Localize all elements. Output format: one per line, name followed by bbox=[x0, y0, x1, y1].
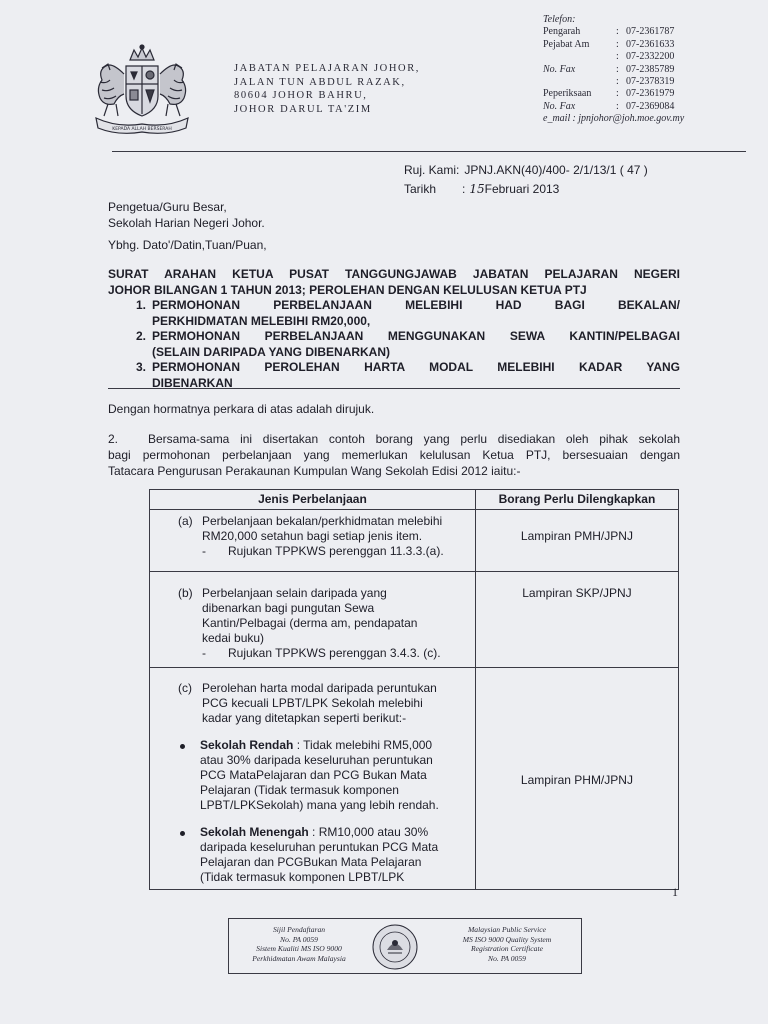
paragraph-2-line: bagi permohonan perbelanjaan yang memerlukan kelulusan Ketua PTJ, bersesuaian dengan bbox=[108, 448, 680, 462]
cell-line: dibenarkan bagi pungutan Sewa bbox=[202, 601, 375, 615]
subject-heading bbox=[108, 267, 680, 391]
contact-row: : 07-2332200 bbox=[543, 51, 765, 63]
crest-motto-text: KEPADA ALLAH BERSERAH bbox=[112, 127, 172, 132]
contact-row: Peperiksaan : 07-2361979 bbox=[543, 88, 675, 100]
contact-label: No. Fax bbox=[543, 63, 576, 75]
contact-row: : 07-2378319 bbox=[543, 76, 765, 88]
contact-label: Pejabat Am bbox=[543, 38, 590, 50]
tarikh-separator: : bbox=[462, 182, 466, 196]
row-letter: (c) bbox=[178, 681, 192, 695]
rujukan-line: - Rujukan TPPKWS perenggan 3.4.3. (c). bbox=[202, 646, 441, 660]
salutation: Ybhg. Dato'/Datin,Tuan/Puan, bbox=[108, 238, 267, 252]
certification-english bbox=[441, 925, 573, 963]
cert-line: MS ISO 9000 Quality System bbox=[462, 934, 552, 944]
subject-item-number: 3. bbox=[135, 360, 146, 374]
form-name: Lampiran PHM/JPNJ bbox=[520, 773, 633, 787]
iso-seal-icon bbox=[370, 923, 420, 971]
form-name: Lampiran PMH/JPNJ bbox=[520, 529, 633, 543]
subject-item-text: PERKHIDMATAN MELEBIHI RM20,000, bbox=[152, 313, 371, 328]
cert-line: Sistem Kualiti MS ISO 9000 bbox=[256, 944, 342, 954]
contact-block bbox=[543, 14, 765, 126]
paragraph-2-text: Bersama-sama ini disertakan contoh borang yang perlu disediakan oleh pihak sekolah bbox=[148, 432, 680, 446]
contact-row: No. Fax : 07-2369084 bbox=[543, 100, 675, 112]
bullet-icon bbox=[180, 744, 185, 749]
tarikh-day-handwritten: 15 bbox=[469, 182, 485, 196]
cell-line: Perbelanjaan selain daripada yang bbox=[202, 586, 387, 600]
criteria-item bbox=[178, 825, 469, 885]
table-row bbox=[150, 510, 679, 572]
tarikh-label: Tarikh bbox=[404, 182, 437, 196]
address-line: JABATAN PELAJARAN JOHOR, bbox=[234, 63, 421, 74]
contact-value: 07-2385789 bbox=[626, 63, 675, 75]
contact-label bbox=[543, 51, 616, 63]
table-cell bbox=[150, 510, 476, 572]
subject-item-text: PERMOHONAN PERBELANJAAN MENGGUNAKAN SEWA KANTIN/PELBAGAI bbox=[152, 329, 680, 343]
contact-value: 07-2361633 bbox=[626, 38, 675, 50]
criteria-text: : RM10,000 atau 30% daripada keseluruhan peruntukan PCG Mata Pelajaran dan PCGBukan Mata Pelajaran (Tidak termasuk komponen LPBT/LPK bbox=[200, 825, 439, 884]
telefon-label: Telefon: bbox=[543, 14, 576, 25]
contact-value: 07-2361979 bbox=[626, 88, 675, 100]
contact-row: Pejabat Am : 07-2361633 bbox=[543, 38, 675, 50]
rujukan-line: - Rujukan TPPKWS perenggan 11.3.3.(a). bbox=[202, 544, 444, 558]
contact-value: 07-2369084 bbox=[626, 100, 675, 112]
address-line: JALAN TUN ABDUL RAZAK, bbox=[234, 76, 406, 88]
criteria-item bbox=[178, 738, 469, 813]
paragraph-number: 2. bbox=[108, 432, 119, 446]
subject-item bbox=[108, 298, 680, 329]
contact-label: e_mail bbox=[543, 113, 571, 125]
paragraph-2-line: Tatacara Pengurusan Perakaunan Kumpulan Wang Sekolah Edisi 2012 iaitu:- bbox=[108, 464, 521, 478]
page-number: 1 bbox=[672, 885, 678, 899]
cert-line: No. PA 0059 bbox=[488, 953, 526, 963]
header-divider bbox=[112, 151, 746, 152]
contact-label: No. Fax bbox=[543, 100, 576, 112]
cell-line: Perbelanjaan bekalan/perkhidmatan melebihi bbox=[202, 514, 443, 528]
table-cell bbox=[475, 668, 678, 890]
bullet-icon bbox=[180, 831, 185, 836]
ruj-value: JPNJ.AKN(40)/400- 2/1/13/1 ( 47 ) bbox=[464, 163, 648, 177]
table-row bbox=[150, 668, 679, 890]
contact-label bbox=[543, 76, 616, 88]
email-link[interactable]: jpnjohor@joh.moe.gov.my bbox=[578, 113, 685, 125]
tarikh-row bbox=[404, 181, 648, 197]
recipient-line: Sekolah Harian Negeri Johor. bbox=[108, 216, 265, 230]
subject-item-number: 1. bbox=[135, 298, 146, 312]
rujukan-text: Rujukan TPPKWS perenggan 11.3.3.(a). bbox=[228, 544, 444, 558]
ruj-row bbox=[404, 162, 648, 178]
rujukan-text: Rujukan TPPKWS perenggan 3.4.3. (c). bbox=[228, 646, 441, 660]
subject-item-text: (SELAIN DARIPADA YANG DIBENARKAN) bbox=[152, 344, 391, 359]
criteria-title: Sekolah Rendah bbox=[200, 738, 294, 752]
contact-value: 07-2361787 bbox=[626, 26, 675, 38]
subject-item-number: 2. bbox=[135, 329, 146, 343]
tarikh-month-year: Februari 2013 bbox=[484, 182, 560, 196]
subject-item-text: PERMOHONAN PEROLEHAN HARTA MODAL MELEBIHI KADAR YANG bbox=[152, 360, 680, 374]
cell-line: kedai buku) bbox=[202, 631, 265, 645]
cell-line: PCG kecuali LPBT/LPK Sekolah melebihi bbox=[202, 696, 423, 710]
cert-line: Registration Certificate bbox=[471, 944, 543, 954]
criteria-text: : Tidak melebihi RM5,000 atau 30% daripada keseluruhan peruntukan PCG MataPelajaran dan PCG Bukan Mata Pelajaran (Tidak termasuk komponen LPBT/LPKSekolah) mana yang lebih rendah. bbox=[200, 738, 439, 812]
johor-crest-logo bbox=[88, 44, 196, 136]
table-cell bbox=[150, 572, 476, 668]
cell-line: RM20,000 setahun bagi setiap jenis item. bbox=[202, 529, 423, 543]
subject-underline bbox=[108, 388, 680, 389]
reference-block bbox=[404, 162, 648, 200]
paragraph-1: Dengan hormatnya perkara di atas adalah dirujuk. bbox=[108, 402, 375, 416]
cert-line: No. PA 0059 bbox=[280, 934, 318, 944]
table-row bbox=[150, 572, 679, 668]
cell-line: Perolehan harta modal daripada peruntukan bbox=[202, 681, 437, 695]
contact-value: 07-2332200 bbox=[626, 51, 675, 63]
row-letter: (b) bbox=[178, 586, 193, 600]
contact-label: Pengarah bbox=[543, 26, 581, 38]
expenditure-table bbox=[149, 489, 679, 890]
subject-line: JOHOR BILANGAN 1 TAHUN 2013; PEROLEHAN DENGAN KELULUSAN KETUA PTJ bbox=[108, 282, 587, 297]
subject-item bbox=[108, 329, 680, 360]
office-address bbox=[234, 62, 420, 116]
paragraph-2-line bbox=[108, 431, 680, 447]
table-cell bbox=[475, 510, 678, 572]
subject-line: SURAT ARAHAN KETUA PUSAT TANGGUNGJAWAB JABATAN PELAJARAN NEGERI bbox=[108, 267, 680, 281]
contact-value: 07-2378319 bbox=[626, 76, 675, 88]
criteria-title: Sekolah Menengah bbox=[200, 825, 309, 839]
ruj-label: Ruj. Kami: bbox=[404, 163, 460, 177]
subject-item bbox=[108, 360, 680, 391]
table-header: Borang Perlu Dilengkapkan bbox=[475, 490, 678, 510]
table-header: Jenis Perbelanjaan bbox=[150, 490, 476, 510]
cell-line: Kantin/Pelbagai (derma am, pendapatan bbox=[202, 616, 418, 630]
contact-row: e_mail : jpnjohor@joh.moe.gov.my bbox=[543, 113, 685, 125]
contact-row: No. Fax : 07-2385789 bbox=[543, 63, 675, 75]
address-line: 80604 JOHOR BAHRU, bbox=[234, 90, 368, 101]
contact-row: Pengarah : 07-2361787 bbox=[543, 26, 675, 38]
form-name: Lampiran SKP/JPNJ bbox=[522, 586, 632, 600]
cert-line: Malaysian Public Service bbox=[467, 925, 547, 934]
recipient-line: Pengetua/Guru Besar, bbox=[108, 200, 227, 214]
table-cell bbox=[150, 668, 476, 890]
row-letter: (a) bbox=[178, 514, 193, 528]
cert-line: Sijil Pendaftaran bbox=[272, 925, 326, 934]
table-cell bbox=[475, 572, 678, 668]
certification-malay bbox=[239, 925, 359, 963]
iso-certification-footer bbox=[228, 918, 582, 974]
cell-line: kadar yang ditetapkan seperti berikut:- bbox=[202, 711, 407, 725]
subject-item-text: PERMOHONAN PERBELANJAAN MELEBIHI HAD BAGI BEKALAN/ bbox=[152, 298, 680, 312]
table-header-row bbox=[150, 490, 679, 510]
cert-line: Perkhidmatan Awam Malaysia bbox=[252, 953, 346, 963]
address-line: JOHOR DARUL TA'ZIM bbox=[234, 103, 372, 115]
recipient-block bbox=[108, 199, 265, 231]
subject-item-text: DIBENARKAN bbox=[152, 375, 233, 390]
contact-label: Peperiksaan bbox=[543, 88, 592, 100]
paragraph-2 bbox=[108, 431, 680, 479]
